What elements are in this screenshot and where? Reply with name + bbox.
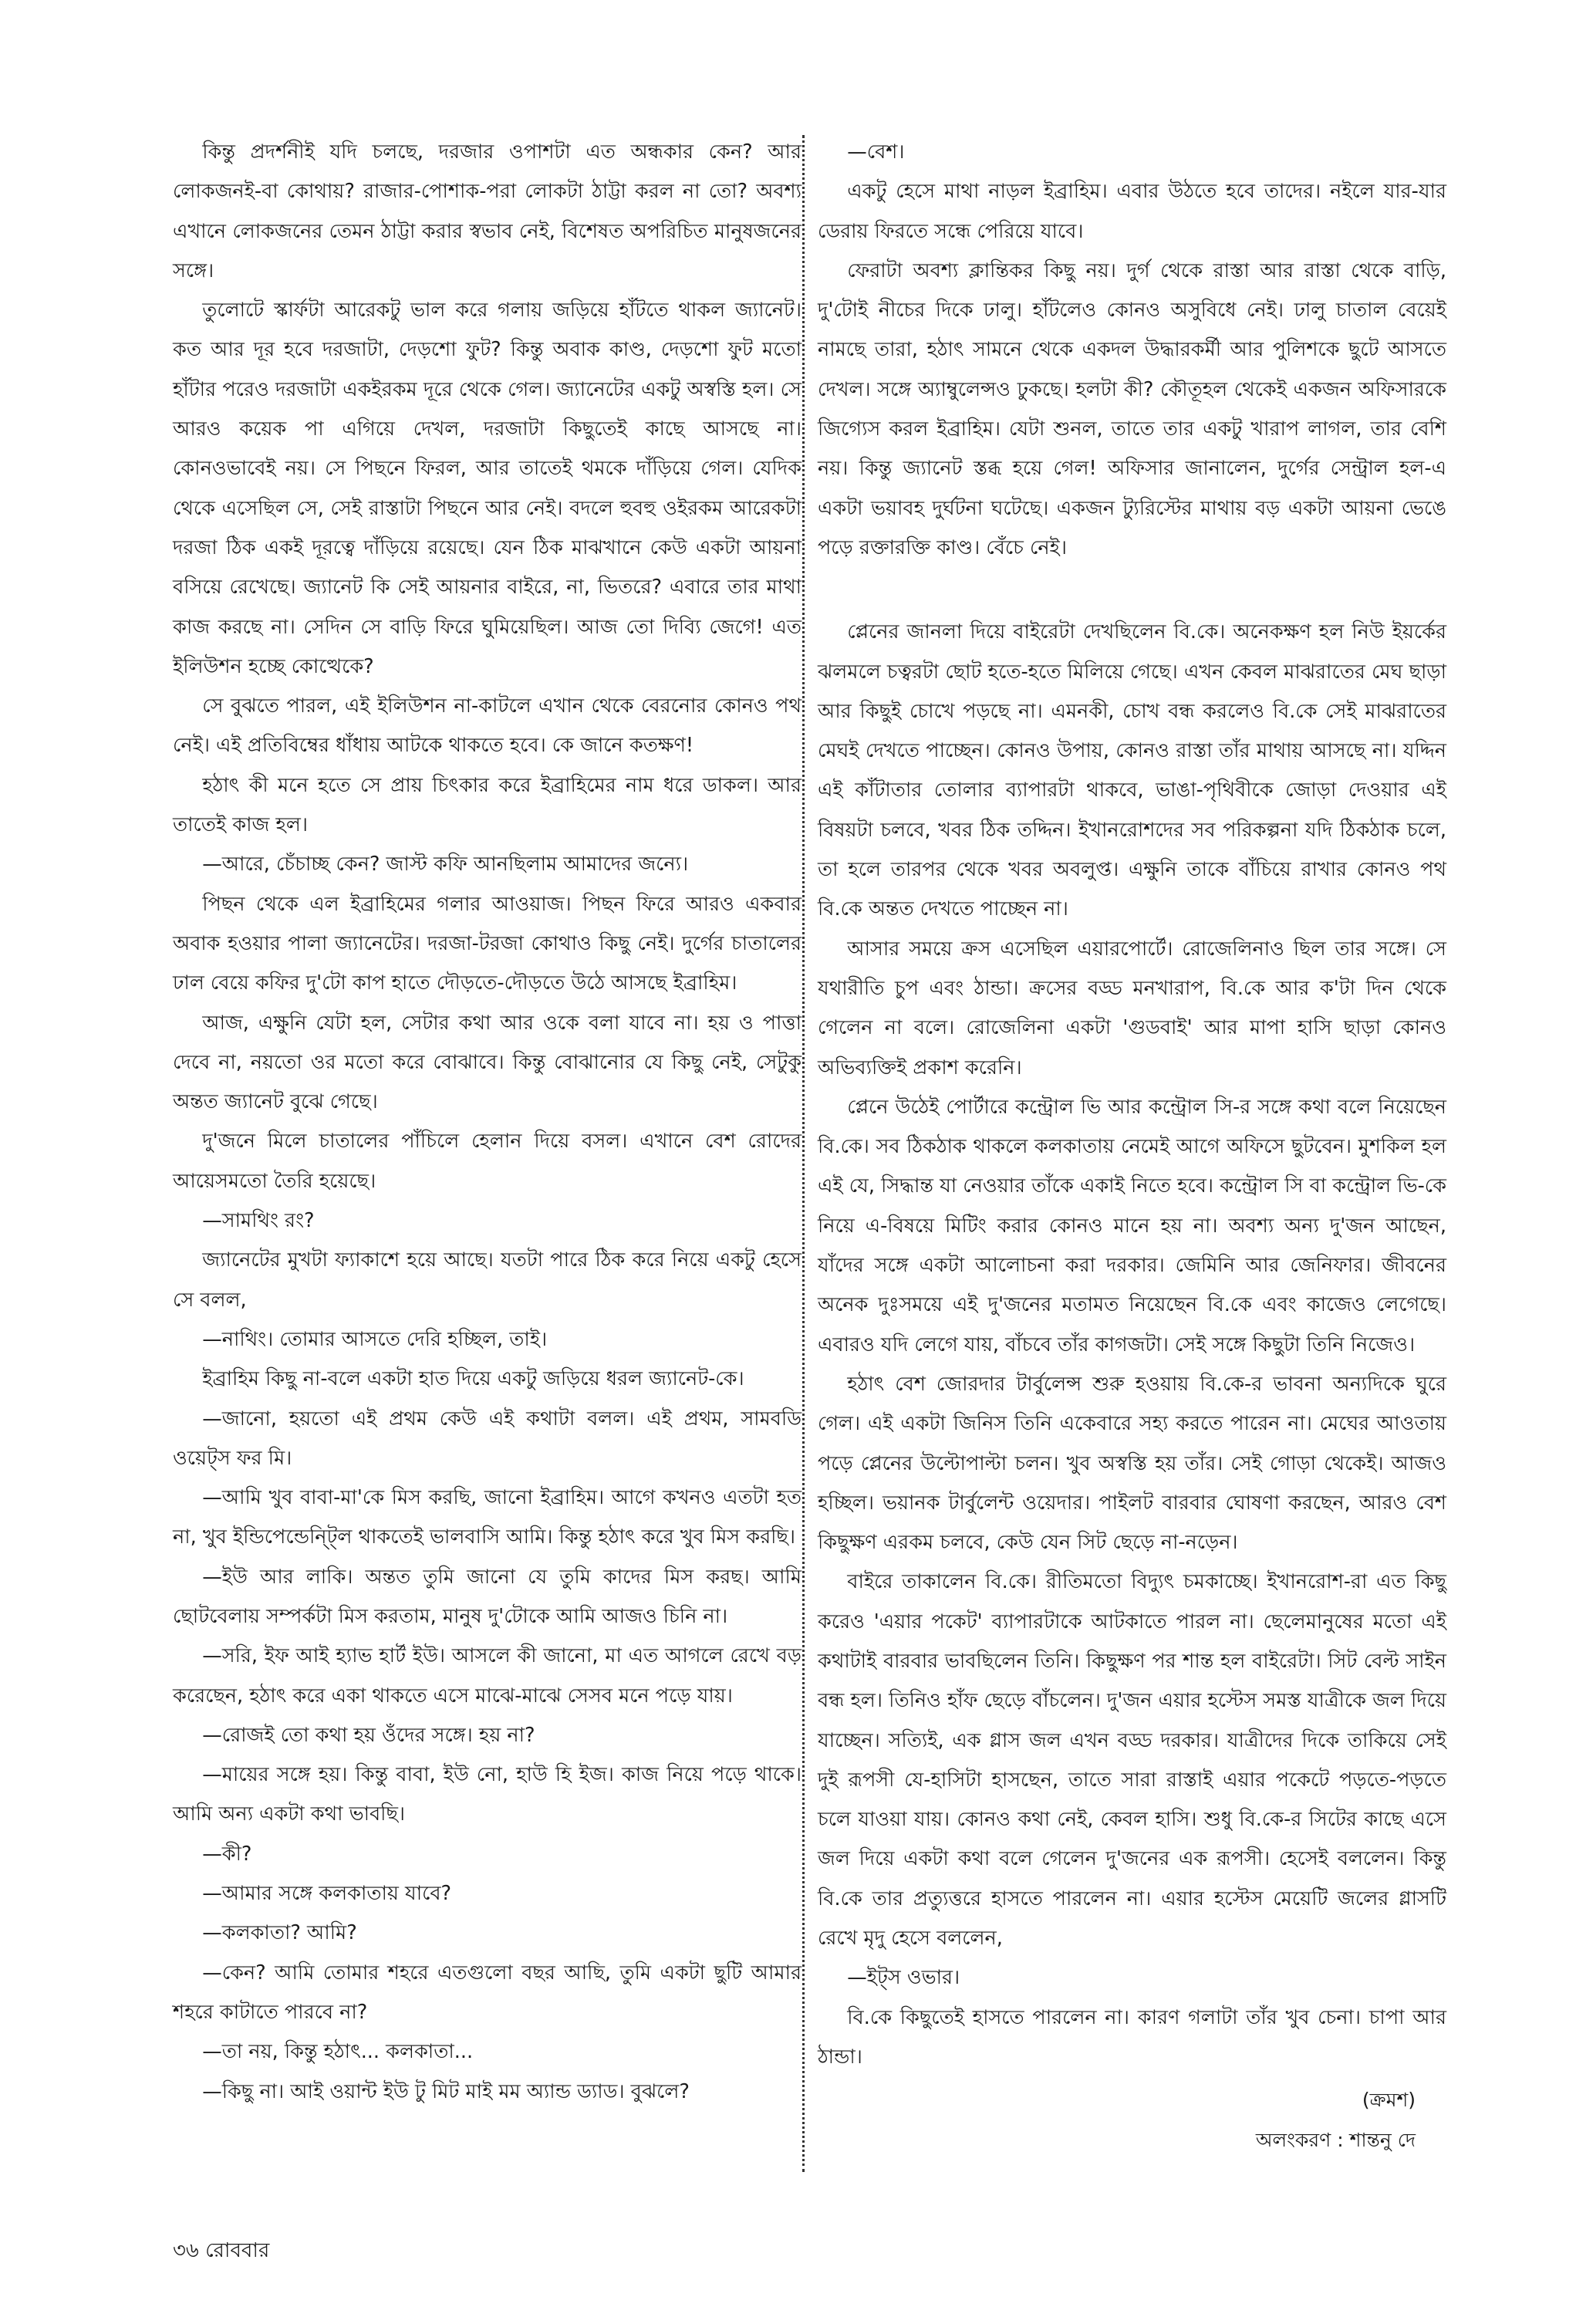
dialogue-line: —কেন? আমি তোমার শহরে এতগুলো বছর আছি, তুমি একটা ছুটি আমার শহরে কাটাতে পারবে না?: [173, 1961, 801, 2024]
dialogue-line: —কিছু না। আই ওয়ান্ট ইউ টু মিট মাই মম অ্যান্ড ড্যাড। বুঝলে?: [202, 2079, 690, 2103]
dialogue-line: —মায়ের সঙ্গে হয়। কিন্তু বাবা, ইউ নো, হাউ হি ইজ। কাজ নিয়ে পড়ে থাকে। আমি অন্য একটা কথা ভাবছি।: [173, 1763, 801, 1826]
paragraph: ইব্রাহিম কিছু না-বলে একটা হাত দিয়ে একটু জড়িয়ে ধরল জ্যানেট-কে।: [202, 1367, 744, 1391]
dialogue-line: —নাথিং। তোমার আসতে দেরি হচ্ছিল, তাই।: [202, 1327, 548, 1351]
illustration-credit: অলংকরণ : শান্তনু দে: [1255, 2128, 1416, 2151]
dialogue-line: —সরি, ইফ আই হ্যাভ হার্ট ইউ। আসলে কী জানো, মা এত আগলে রেখে বড় করেছেন, হঠাৎ করে একা থাকতে এসে মাঝে-মাঝে সেসব মনে পড়ে যায়।: [173, 1644, 801, 1708]
paragraph: পিছন থেকে এল ইব্রাহিমের গলার আওয়াজ। পিছন ফিরে আরও একবার অবাক হওয়ার পালা জ্যানেটের। দরজা-টরজা কোথাও কিছু নেই। দুর্গের চাতালের ঢাল বেয়ে কফির দু'টো কাপ হাতে দৌড়তে-দৌড়তে উঠে আসছে ইব্রাহিম।: [173, 892, 801, 995]
dialogue-line: —বেশ।: [847, 140, 905, 164]
paragraph: সে বুঝতে পারল, এই ইলিউশন না-কাটলে এখান থেকে বেরনোর কোনও পথ নেই। এই প্রতিবিম্বের ধাঁধায় আটকে থাকতে হবে। কে জানে কতক্ষণ!: [173, 694, 801, 758]
paragraph: জ্যানেটের মুখটা ফ্যাকাশে হয়ে আছে। যতটা পারে ঠিক করে নিয়ে একটু হেসে সে বলল,: [173, 1248, 801, 1312]
dialogue-line: —কলকাতা? আমি?: [202, 1921, 357, 1945]
dialogue-line: —তা নয়, কিন্তু হঠাৎ... কলকাতা...: [202, 2040, 474, 2064]
paragraph: তুলোটে স্কার্ফটা আরেকটু ভাল করে গলায় জড়িয়ে হাঁটতে থাকল জ্যানেট। কত আর দূর হবে দরজাটা, দেড়শো ফুট? কিন্তু অবাক কাণ্ড, দেড়শো ফুট মতো হাঁটার পরেও দরজাটা একইরকম দূরে থেকে গেল। জ্যানেটের একটু অস্বস্তি হল। সে আরও কয়েক পা এগিয়ে দেখল, দরজাটা কিছুতেই কাছে আসছে না। কোনওভাবেই নয়। সে পিছনে ফিরল, আর তাতেই থমকে দাঁড়িয়ে গেল। যেদিক থেকে এসেছিল সে, সেই রাস্তাটা পিছনে আর নেই। বদলে হুবহু ওইরকম আরেকটা দরজা ঠিক একই দূরত্বে দাঁড়িয়ে রয়েছে। যেন ঠিক মাঝখানে কেউ একটা আয়না বসিয়ে রেখেছে। জ্যানেট কি সেই আয়নার বাইরে, না, ভিতরে? এবারে তার মাথা কাজ করছে না। সেদিন সে বাড়ি ফিরে ঘুমিয়েছিল। আজ তো দিব্যি জেগে! এত ইলিউশন হচ্ছে কোত্থেকে?: [173, 299, 801, 678]
page-footer: ৩৬ রোববার: [173, 2239, 270, 2262]
dialogue-line: —আমি খুব বাবা-মা'কে মিস করছি, জানো ইব্রাহিম। আগে কখনও এতটা হত না, খুব ইন্ডিপেন্ডেন্ট্লি থাকতেই ভালবাসি আমি। কিন্তু হঠাৎ করে খুব মিস করছি।: [173, 1486, 801, 1549]
dialogue-line: —ইট্স ওভার।: [847, 1966, 960, 1990]
paragraph: বি.কে কিছুতেই হাসতে পারলেন না। কারণ গলাটা তাঁর খুব চেনা। চাপা আর ঠান্ডা।: [818, 2005, 1446, 2069]
dialogue-line: —ইউ আর লাকি। অন্তত তুমি জানো যে তুমি কাদের মিস করছ। আমি ছোটবেলায় সম্পর্কটা মিস করতাম, মানুষ দু'টোকে আমি আজও চিনি না।: [173, 1565, 801, 1628]
continued-note: (ক্রমশ): [1362, 2089, 1416, 2112]
paragraph: আসার সময়ে ক্রস এসেছিল এয়ারপোর্টে। রোজেলিনাও ছিল তার সঙ্গে। সে যথারীতি চুপ এবং ঠান্ডা। ক্রসের বড্ড মনখারাপ, বি.কে আর ক'টা দিন থেকে গেলেন না বলে। রোজেলিনা একটা 'গুডবাই' আর মাপা হাসি ছাড়া কোনও অভিব্যক্তিই প্রকাশ করেনি।: [818, 937, 1446, 1079]
paragraph: দু'জনে মিলে চাতালের পাঁচিলে হেলান দিয়ে বসল। এখানে বেশ রোদের আয়েসমতো তৈরি হয়েছে।: [173, 1130, 801, 1193]
paragraph: প্লেনে উঠেই পোর্টারে কন্ট্রোল ভি আর কন্ট্রোল সি-র সঙ্গে কথা বলে নিয়েছেন বি.কে। সব ঠিকঠাক থাকলে কলকাতায় নেমেই আগে অফিসে ছুটবেন। মুশকিল হল এই যে, সিদ্ধান্ত যা নেওয়ার তাঁকে একাই নিতে হবে। কন্ট্রোল সি বা কন্ট্রোল ভি-কে নিয়ে এ-বিষয়ে মিটিং করার কোনও মানে হয় না। অবশ্য অন্য দু'জন আছেন, যাঁদের সঙ্গে একটা আলোচনা করা দরকার। জেমিনি আর জেনিফার। জীবনের অনেক দুঃসময়ে এই দু'জনের মতামত নিয়েছেন বি.কে এবং কাজেও লেগেছে। এবারও যদি লেগে যায়, বাঁচবে তাঁর কাগজটা। সেই সঙ্গে কিছুটা তিনি নিজেও।: [818, 1095, 1446, 1356]
dialogue-line: —কী?: [202, 1842, 252, 1866]
paragraph: একটু হেসে মাথা নাড়ল ইব্রাহিম। এবার উঠতে হবে তাদের। নইলে যার-যার ডেরায় ফিরতে সন্ধে পেরিয়ে যাবে।: [818, 180, 1446, 243]
paragraph: বাইরে তাকালেন বি.কে। রীতিমতো বিদ্যুৎ চমকাচ্ছে। ইখানরোশ-রা এত কিছু করেও 'এয়ার পকেট' ব্যাপারটাকে আটকাতে পারল না। ছেলেমানুষের মতো এই কথাটাই বারবার ভাবছিলেন তিনি। কিছুক্ষণ পর শান্ত হল বাইরেটা। সিট বেল্ট সাইন বন্ধ হল। তিনিও হাঁফ ছেড়ে বাঁচলেন। দু'জন এয়ার হস্টেস সমস্ত যাত্রীকে জল দিয়ে যাচ্ছেন। সত্যিই, এক গ্লাস জল এখন বড্ড দরকার। যাত্রীদের দিকে তাকিয়ে সেই দুই রূপসী যে-হাসিটা হাসছেন, তাতে সারা রাস্তাই এয়ার পকেটে পড়তে-পড়তে চলে যাওয়া যায়। কোনও কথা নেই, কেবল হাসি। শুধু বি.কে-র সিটের কাছে এসে জল দিয়ে একটা কথা বলে গেলেন দু'জনের এক রূপসী। হেসেই বললেন। কিন্তু বি.কে তার প্রত্যুত্তরে হাসতে পারলেন না। এয়ার হস্টেস মেয়েটি জলের গ্লাসটি রেখে মৃদু হেসে বললেন,: [818, 1570, 1446, 1951]
paragraph: হঠাৎ কী মনে হতে সে প্রায় চিৎকার করে ইব্রাহিমের নাম ধরে ডাকল। আর তাতেই কাজ হল।: [173, 773, 801, 837]
dialogue-line: —আমার সঙ্গে কলকাতায় যাবে?: [202, 1882, 452, 1906]
section-break: [818, 568, 1446, 613]
dialogue-line: —রোজই তো কথা হয় ওঁদের সঙ্গে। হয় না?: [202, 1723, 535, 1747]
dialogue-line: —সামথিং রং?: [202, 1209, 315, 1233]
right-column: [818, 133, 1446, 2160]
paragraph: ফেরাটা অবশ্য ক্লান্তিকর কিছু নয়। দুর্গ থেকে রাস্তা আর রাস্তা থেকে বাড়ি, দু'টোই নীচের দিকে ঢালু। হাঁটলেও কোনও অসুবিধে নেই। ঢালু চাতাল বেয়েই নামছে তারা, হঠাৎ সামনে থেকে একদল উদ্ধারকর্মী আর পুলিশকে ছুটে আসতে দেখল। সঙ্গে অ্যাম্বুলেন্সও ঢুকছে। হলটা কী? কৌতূহল থেকেই একজন অফিসারকে জিগ্যেস করল ইব্রাহিম। যেটা শুনল, তাতে তার একটু খারাপ লাগল, তার বেশি নয়। কিন্তু জ্যানেট স্তব্ধ হয়ে গেল! অফিসার জানালেন, দুর্গের সেন্ট্রাল হল-এ একটা ভয়াবহ দুর্ঘটনা ঘটেছে। একজন ট্যুরিস্টের মাথায় বড় একটা আয়না ভেঙে পড়ে রক্তারক্তি কাণ্ড। বেঁচে নেই।: [818, 258, 1446, 559]
dialogue-line: —জানো, হয়তো এই প্রথম কেউ এই কথাটা বলল। এই প্রথম, সামবডি ওয়েট্স ফর মি।: [173, 1407, 801, 1470]
column-divider: [802, 135, 805, 2172]
paragraph: কিন্তু প্রদর্শনীই যদি চলছে, দরজার ওপাশটা এত অন্ধকার কেন? আর লোকজনই-বা কোথায়? রাজার-পোশাক-পরা লোকটা ঠাট্টা করল না তো? অবশ্য এখানে লোকজনের তেমন ঠাট্টা করার স্বভাব নেই, বিশেষত অপরিচিত মানুষজনের সঙ্গে।: [173, 140, 801, 282]
left-column: [173, 133, 801, 2112]
paragraph: প্লেনের জানলা দিয়ে বাইরেটা দেখছিলেন বি.কে। অনেকক্ষণ হল নিউ ইয়র্কের ঝলমলে চত্বরটা ছোট হতে-হতে মিলিয়ে গেছে। এখন কেবল মাঝরাতের মেঘ ছাড়া আর কিছুই চোখে পড়ছে না। এমনকী, চোখ বন্ধ করলেও বি.কে সেই মাঝরাতের মেঘই দেখতে পাচ্ছেন। কোনও উপায়, কোনও রাস্তা তাঁর মাথায় আসছে না। যদ্দিন এই কাঁটাতার তোলার ব্যাপারটা থাকবে, ভাঙা-পৃথিবীকে জোড়া দেওয়ার এই বিষয়টা চলবে, খবর ঠিক তদ্দিন। ইখানরোশদের সব পরিকল্পনা যদি ঠিকঠাক চলে, তা হলে তারপর থেকে খবর অবলুপ্ত। এক্ষুনি তাকে বাঁচিয়ে রাখার কোনও পথ বি.কে অন্তত দেখতে পাচ্ছেন না।: [818, 620, 1446, 921]
paragraph: হঠাৎ বেশ জোরদার টার্বুলেন্স শুরু হওয়ায় বি.কে-র ভাবনা অন্যদিকে ঘুরে গেল। এই একটা জিনিস তিনি একেবারে সহ্য করতে পারেন না। মেঘের আওতায় পড়ে প্লেনের উল্টোপাল্টা চলন। খুব অস্বস্তি হয় তাঁর। সেই গোড়া থেকেই। আজও হচ্ছিল। ভয়ানক টার্বুলেন্ট ওয়েদার। পাইলট বারবার ঘোষণা করছেন, আরও বেশ কিছুক্ষণ এরকম চলবে, কেউ যেন সিট ছেড়ে না-নড়েন।: [818, 1372, 1446, 1555]
paragraph: আজ, এক্ষুনি যেটা হল, সেটার কথা আর ওকে বলা যাবে না। হয় ও পাত্তা দেবে না, নয়তো ওর মতো করে বোঝাবে। কিন্তু বোঝানোর যে কিছু নেই, সেটুকু অন্তত জ্যানেট বুঝে গেছে।: [173, 1011, 801, 1114]
dialogue-line: —আরে, চেঁচাচ্ছ কেন? জাস্ট কফি আনছিলাম আমাদের জন্যে।: [202, 853, 689, 877]
